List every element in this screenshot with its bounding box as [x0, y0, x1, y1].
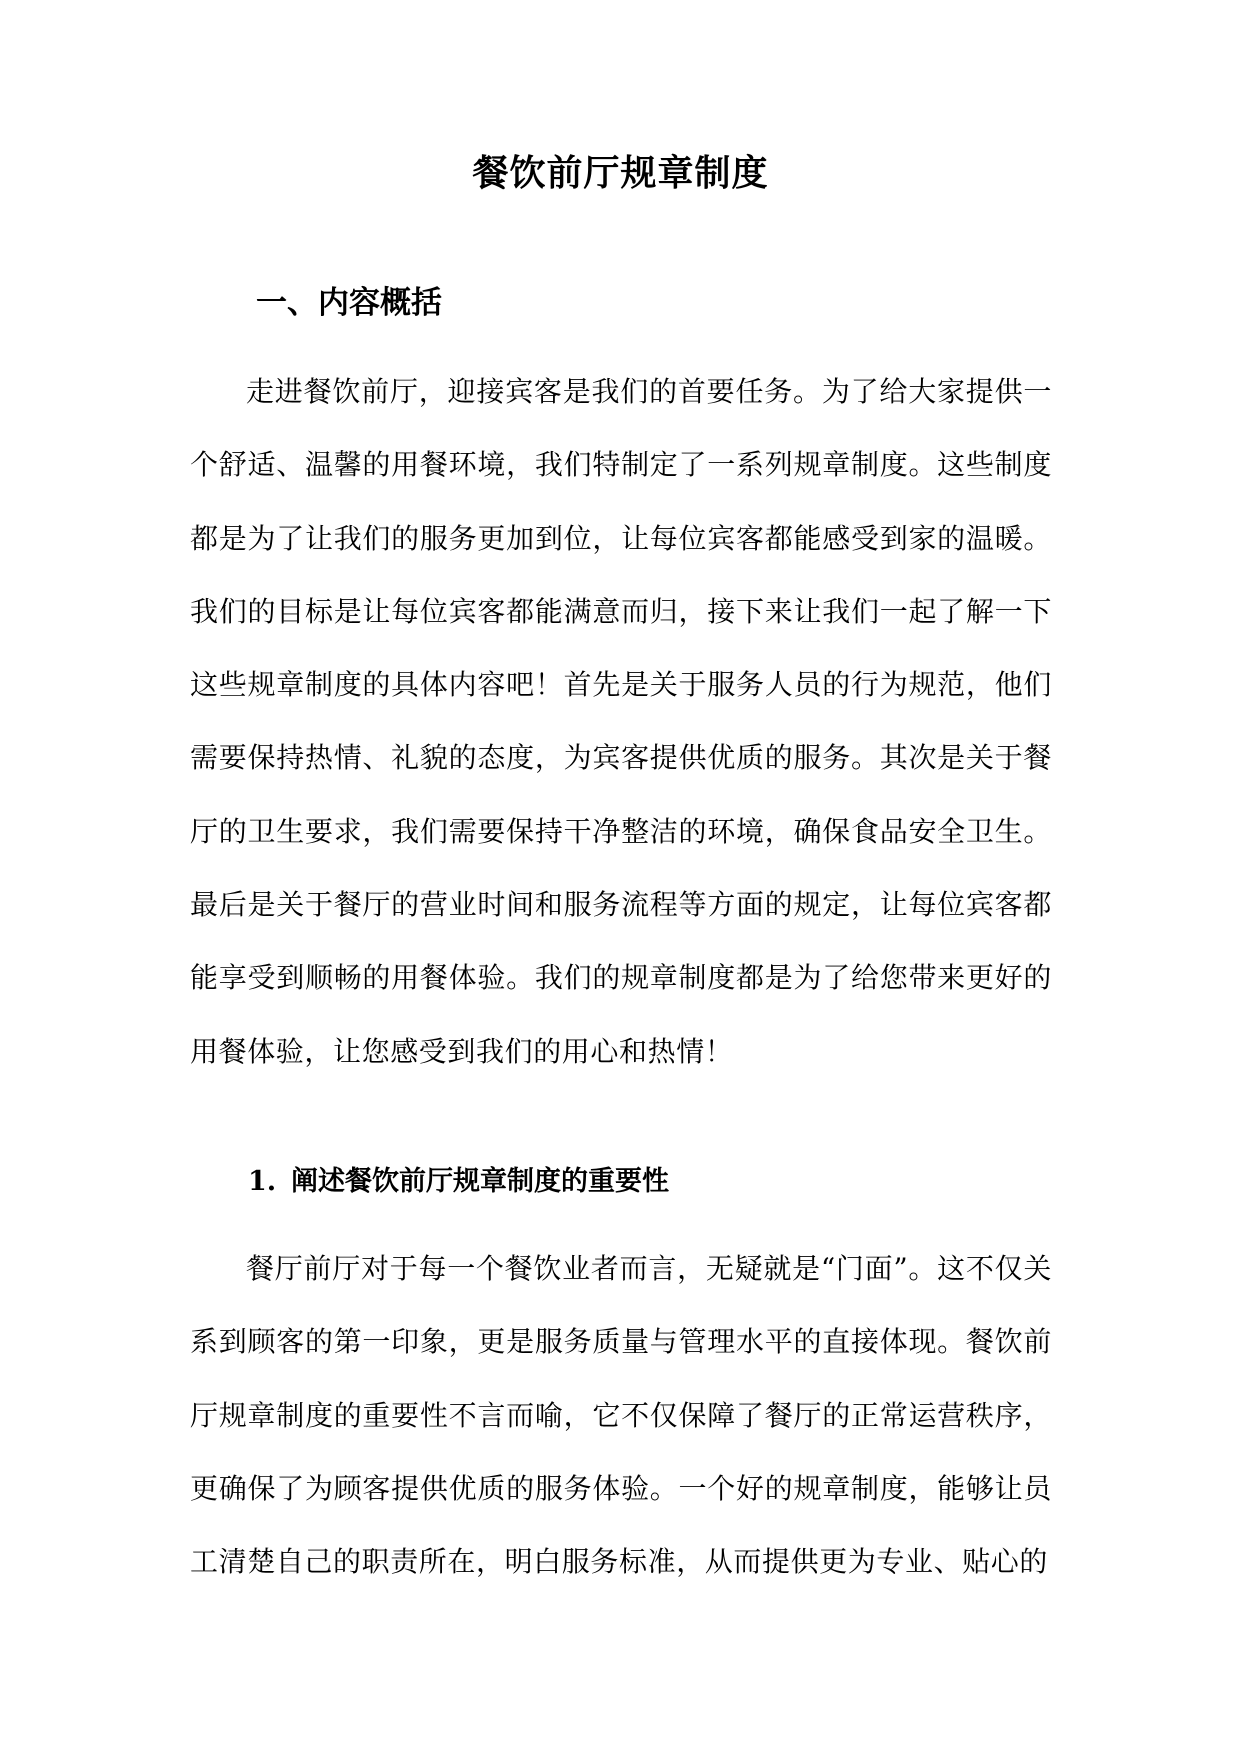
- intro-paragraph: 走进餐饮前厅，迎接宾客是我们的首要任务。为了给大家提供一个舒适、温馨的用餐环境，我们特制定了一系列规章制度。这些制度都是为了让我们的服务更加到位，让每位宾客都能感受到家的温暖。我们的目标是让每位宾客都能满意而归，接下来让我们一起了解一下这些规章制度的具体内容吧！首先是关于服务人员的行为规范，他们需要保持热情、礼貌的态度，为宾客提供优质的服务。其次是关于餐厅的卫生要求，我们需要保持干净整洁的环境，确保食品安全卫生。最后是关于餐厅的营业时间和服务流程等方面的规定，让每位宾客都能享受到顺畅的用餐体验。我们的规章制度都是为了给您带来更好的用餐体验，让您感受到我们的用心和热情！: [190, 375, 1052, 1068]
- subsection-heading: [248, 1157, 669, 1207]
- subsection-number: 1.: [248, 1166, 277, 1197]
- section-heading: 一、内容概括: [256, 285, 442, 321]
- document-title: 餐饮前厅规章制度: [472, 152, 769, 194]
- subsection-paragraph: 餐厅前厅对于每一个餐饮业者而言，无疑就是“门面”。这不仅关系到顾客的第一印象，更是服务质量与管理水平的直接体现。餐饮前厅规章制度的重要性不言而喻，它不仅保障了餐厅的正常运营秩序，更确保了为顾客提供优质的服务体验。一个好的规章制度，能够让员工清楚自己的职责所在，明白服务标准，从而提供更为专业、贴心的: [190, 1252, 1052, 1579]
- subsection-heading-text: 阐述餐饮前厅规章制度的重要性: [291, 1166, 669, 1197]
